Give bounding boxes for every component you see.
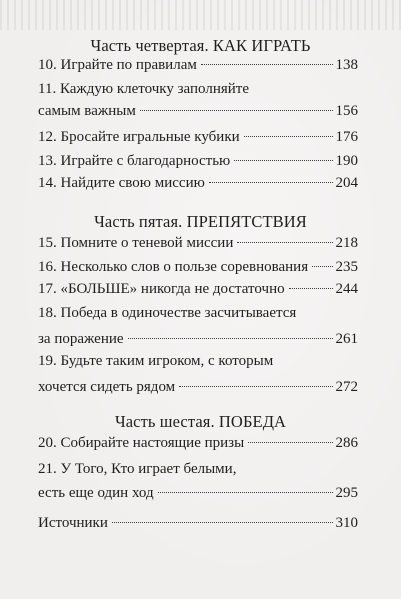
dot-leader bbox=[234, 160, 332, 161]
toc-entry bbox=[38, 78, 358, 122]
page-number: 272 bbox=[335, 379, 358, 395]
toc-entry bbox=[38, 432, 358, 454]
page-number: 286 bbox=[335, 435, 358, 451]
entry-title: 11. Каждую клеточку заполняйте bbox=[38, 81, 249, 97]
entry-title: 14. Найдите свою миссию bbox=[38, 175, 205, 191]
toc-entry bbox=[38, 302, 358, 350]
dot-leader bbox=[289, 288, 333, 289]
page-number: 295 bbox=[335, 485, 358, 501]
entry-title: 18. Победа в одиночестве засчитывается bbox=[38, 305, 297, 321]
entry-title-continued: за поражение bbox=[38, 331, 124, 347]
entry-title: 20. Собирайте настоящие призы bbox=[38, 435, 245, 451]
dot-leader bbox=[158, 492, 333, 493]
page-number: 156 bbox=[335, 103, 358, 119]
dot-leader bbox=[237, 242, 332, 243]
page-number: 190 bbox=[335, 153, 358, 169]
entry-title: 13. Играйте с благодарностью bbox=[38, 153, 231, 169]
section-title: Часть пятая. ПРЕПЯТСТВИЯ bbox=[94, 212, 307, 231]
toc-entry bbox=[38, 172, 358, 194]
toc-entry bbox=[38, 458, 358, 504]
toc-entry-sources bbox=[38, 512, 358, 534]
dot-leader bbox=[244, 136, 333, 137]
bleed-through-text bbox=[0, 0, 401, 30]
entry-title-continued: есть еще один ход bbox=[38, 485, 154, 501]
toc-entry bbox=[38, 278, 358, 300]
entry-title: 16. Несколько слов о пользе соревнования bbox=[38, 259, 309, 275]
dot-leader bbox=[248, 442, 332, 443]
toc-entry bbox=[38, 256, 358, 278]
entry-title: 19. Будьте таким игроком, с которым bbox=[38, 353, 274, 369]
toc-entry bbox=[38, 126, 358, 148]
entry-title: 12. Бросайте игральные кубики bbox=[38, 129, 240, 145]
section-title: Часть четвертая. КАК ИГРАТЬ bbox=[90, 36, 311, 55]
toc-entry bbox=[38, 54, 358, 76]
section-title: Часть шестая. ПОБЕДА bbox=[114, 412, 287, 431]
page-number: 261 bbox=[335, 331, 358, 347]
entry-title-continued: самым важным bbox=[38, 103, 136, 119]
page-number: 218 bbox=[335, 235, 358, 251]
dot-leader bbox=[112, 522, 333, 523]
page-number: 138 bbox=[335, 57, 358, 73]
entry-title: 10. Играйте по правилам bbox=[38, 57, 197, 73]
dot-leader bbox=[312, 266, 332, 267]
toc-entry bbox=[38, 150, 358, 172]
toc-entry bbox=[38, 232, 358, 254]
page-number: 204 bbox=[335, 175, 358, 191]
page-number: 176 bbox=[335, 129, 358, 145]
entry-title: 17. «БОЛЬШЕ» никогда не достаточно bbox=[38, 281, 285, 297]
entry-title: 21. У Того, Кто играет белыми, bbox=[38, 461, 237, 477]
dot-leader bbox=[179, 386, 332, 387]
entry-title: Источники bbox=[38, 515, 108, 531]
dot-leader bbox=[140, 110, 333, 111]
page-number: 310 bbox=[335, 515, 358, 531]
entry-title-continued: хочется сидеть рядом bbox=[38, 379, 176, 395]
page-number: 244 bbox=[335, 281, 358, 297]
toc-entry bbox=[38, 350, 358, 398]
dot-leader bbox=[209, 182, 333, 183]
page-number: 235 bbox=[335, 259, 358, 275]
entry-title: 15. Помните о теневой миссии bbox=[38, 235, 234, 251]
dot-leader bbox=[201, 64, 333, 65]
dot-leader bbox=[128, 338, 333, 339]
